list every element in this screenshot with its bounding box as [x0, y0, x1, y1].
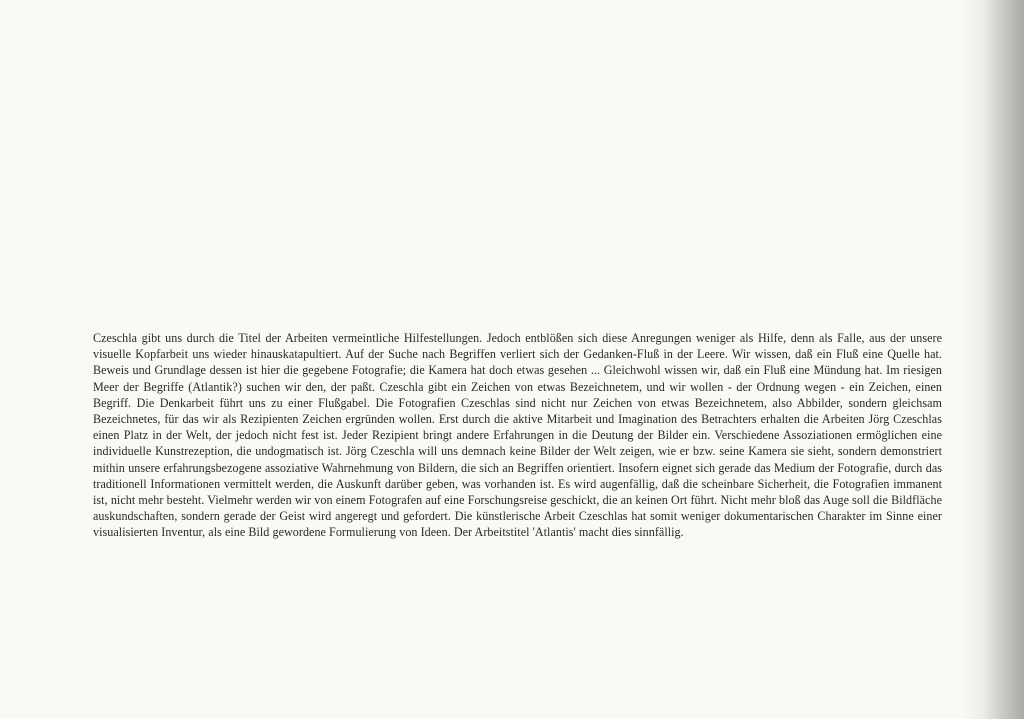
- body-paragraph: Czeschla gibt uns durch die Titel der Arbeiten vermeintliche Hilfestellungen. Jedoch entblößen sich diese Anregungen weniger als Hilfe, denn als Falle, aus der unsere visuelle Kopfarbeit uns wieder hinauskatapultiert. Auf der Suche nach Begriffen verliert sich der Gedanken-Fluß in der Leere. Wir wissen, daß ein Fluß eine Quelle hat. Beweis und Grundlage dessen ist hier die gegebene Fotografie; die Kamera hat doch etwas gesehen ... Gleichwohl wissen wir, daß ein Fluß eine Mündung hat. Im riesigen Meer der Begriffe (Atlantik?) suchen wir den, der paßt. Czeschla gibt ein Zeichen von etwas Bezeichnetem, und wir wollen - der Ordnung wegen - ein Zeichen, einen Begriff. Die Denkarbeit führt uns zu einer Flußgabel. Die Fotografien Czeschlas sind nicht nur Zeichen von etwas Bezeichnetem, also Abbilder, sondern gleichsam Bezeichnetes, für das wir als Rezipienten Zeichen ergründen wollen. Erst durch die aktive Mitarbeit und Imagination des Betrachters erhalten die Arbeiten Jörg Czeschlas einen Platz in der Welt, der jedoch nicht fest ist. Jeder Rezipient bringt andere Erfahrungen in die Deutung der Bilder ein. Verschiedene Assoziationen ermöglichen eine individuelle Kunstrezeption, die undogmatisch ist. Jörg Czeschla will uns demnach keine Bilder der Welt zeigen, wie er bzw. seine Kamera sie sieht, sondern demonstriert mithin unsere erfahrungsbezogene assoziative Wahrnehmung von Bildern, die sich an Begriffen orientiert. Insofern eignet sich gerade das Medium der Fotografie, durch das traditionell Informationen vermittelt werden, die Auskunft darüber geben, was vorhanden ist. Es wird augenfällig, daß die scheinbare Sicherheit, die Fotografien immanent ist, nicht mehr besteht. Vielmehr werden wir von einem Fotografen auf eine Forschungsreise geschickt, die an keinen Ort führt. Nicht mehr bloß das Auge soll die Bildfläche auskundschaften, sondern gerade der Geist wird angeregt und gefordert. Die künstlerische Arbeit Czeschlas hat somit weniger dokumentarischen Charakter im Sinne einer visualisierten Inventur, als eine Bild gewordene Formulierung von Ideen. Der Arbeitstitel 'Atlantis' macht dies sinnfällig.: [93, 331, 942, 540]
- page-gutter-shadow: [962, 0, 1024, 719]
